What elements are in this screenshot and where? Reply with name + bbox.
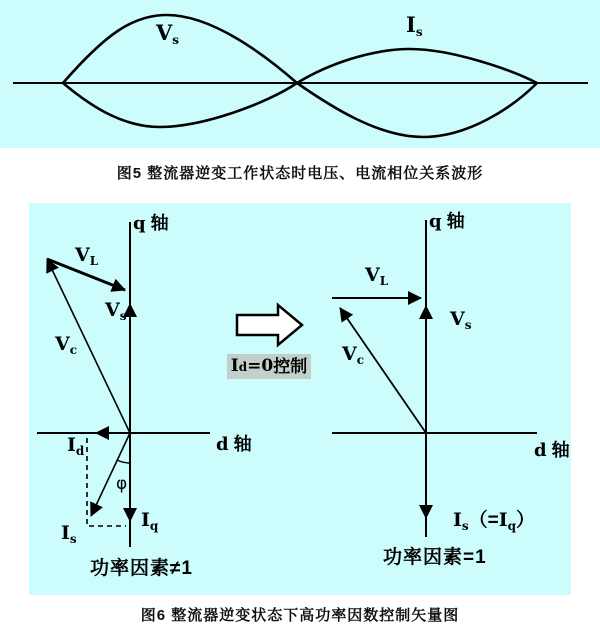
left-vs-label xyxy=(105,301,127,322)
right-block-arrow-icon xyxy=(237,305,302,345)
left-d-axis-letter: d xyxy=(216,434,229,455)
right-is-label xyxy=(453,511,535,532)
vs-wave-label-sub: s xyxy=(172,33,180,47)
id-zero-control-label xyxy=(227,354,311,379)
vector-diagram-svg xyxy=(29,203,571,595)
right-vl-label xyxy=(365,266,388,287)
left-vc-label-base: V xyxy=(55,333,70,355)
control-label-sub: d xyxy=(238,359,248,374)
figure6-caption: 图6 整流器逆变状态下高功率因数控制矢量图 xyxy=(140,607,460,624)
figure5-caption: 图5 整流器逆变工作状态时电压、电流相位关系波形 xyxy=(116,165,484,182)
control-label-word: 控制 xyxy=(273,357,308,376)
is-wave-label xyxy=(406,14,423,38)
right-q-axis-unit: 轴 xyxy=(446,211,465,231)
vs-waveform-curve xyxy=(63,15,537,137)
left-vc-label xyxy=(55,335,77,356)
left-id-label-sub: d xyxy=(75,444,85,458)
right-vs-label-base: V xyxy=(450,308,465,330)
vs-wave-label xyxy=(156,22,179,46)
left-vc-label-sub: c xyxy=(69,343,78,357)
left-iq-label-sub: q xyxy=(149,519,159,533)
left-vl-label-sub: L xyxy=(89,254,99,268)
right-is-label-close-paren: ） xyxy=(516,510,536,531)
right-is-label-sub2: q xyxy=(507,519,517,533)
left-is-label-sub: s xyxy=(69,532,77,546)
waveform-panel xyxy=(0,0,600,148)
right-vs-label-sub: s xyxy=(464,318,472,332)
left-d-axis-unit: 轴 xyxy=(233,434,252,454)
right-d-axis-unit: 轴 xyxy=(551,440,570,460)
waveform-plot xyxy=(0,0,600,148)
right-vl-label-base: V xyxy=(365,264,380,286)
left-q-axis-letter: q xyxy=(133,213,146,234)
left-is-label xyxy=(61,524,77,545)
right-is-label-sub: s xyxy=(461,519,469,533)
right-d-axis-label xyxy=(534,441,570,460)
control-label-base: I xyxy=(230,356,239,376)
is-wave-label-sub: s xyxy=(415,25,423,39)
right-vs-label xyxy=(450,310,472,331)
right-vc-label-sub: c xyxy=(356,353,365,367)
left-is-label-base: I xyxy=(61,522,70,544)
left-d-axis-label xyxy=(216,435,252,454)
right-vc-vector xyxy=(340,308,426,433)
left-id-label xyxy=(67,436,84,457)
left-vl-label xyxy=(75,246,98,267)
vector-diagram-panel xyxy=(29,203,571,595)
vs-wave-label-base: V xyxy=(156,20,173,45)
left-phi-angle-arc xyxy=(117,460,131,463)
is-wave-label-base: I xyxy=(406,12,416,37)
control-label-eq: =0 xyxy=(247,356,274,376)
left-vs-label-base: V xyxy=(105,299,120,321)
left-phi-label: φ xyxy=(116,474,128,494)
right-is-label-base2: I xyxy=(498,509,508,531)
right-power-factor-label: 功率因素=1 xyxy=(383,547,487,568)
right-vl-label-sub: L xyxy=(379,274,389,288)
right-is-label-base: I xyxy=(453,509,462,531)
right-q-axis-label xyxy=(429,212,465,231)
left-vl-label-base: V xyxy=(75,244,90,266)
left-id-label-base: I xyxy=(67,434,76,456)
right-is-label-open-paren: （= xyxy=(468,510,499,531)
left-vs-label-sub: s xyxy=(119,309,127,323)
left-q-axis-unit: 轴 xyxy=(150,213,169,233)
left-power-factor-label: 功率因素≠1 xyxy=(90,558,193,579)
left-q-axis-label xyxy=(133,214,169,233)
right-d-axis-letter: d xyxy=(534,440,547,461)
left-iq-label-base: I xyxy=(141,509,150,531)
is-waveform-curve xyxy=(63,49,537,127)
right-vc-label-base: V xyxy=(342,343,357,365)
left-iq-label xyxy=(141,511,158,532)
right-q-axis-letter: q xyxy=(429,211,442,232)
right-vc-label xyxy=(342,345,364,366)
